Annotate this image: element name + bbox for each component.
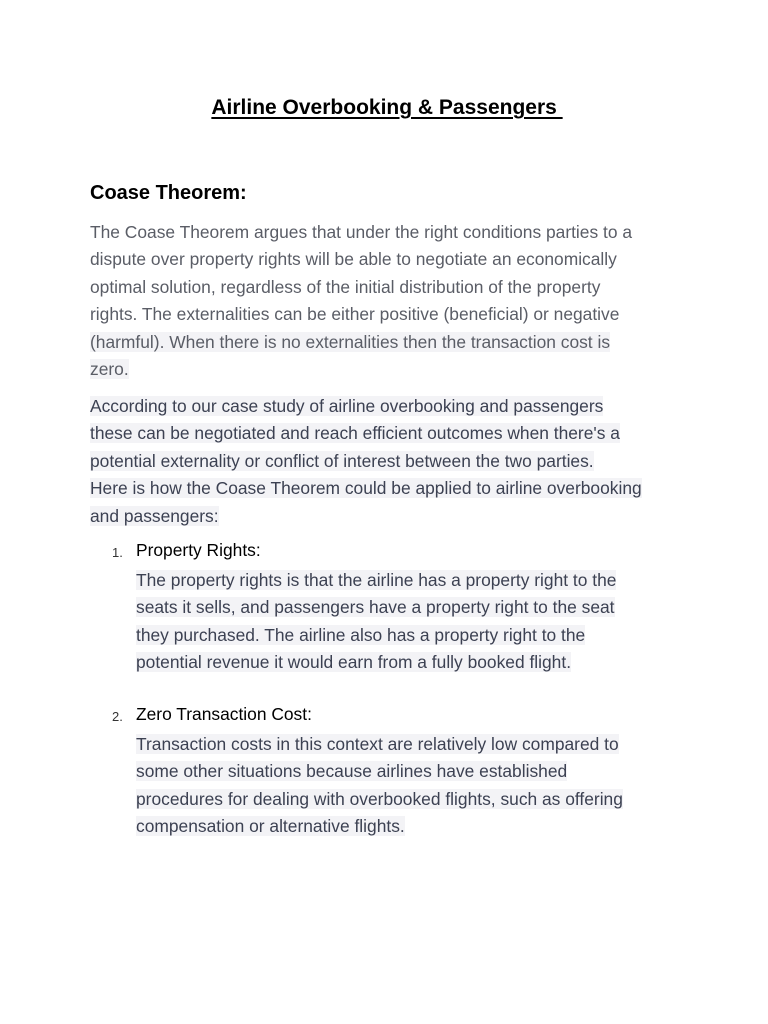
paragraph-line xyxy=(90,356,680,383)
paragraph-line xyxy=(136,567,616,594)
paragraph-line xyxy=(90,393,680,420)
paragraph-coase-definition xyxy=(90,219,680,383)
highlighted-text: The property rights is that the airline has a property right to the xyxy=(136,570,617,590)
paragraph-line xyxy=(136,813,623,840)
paragraph-line xyxy=(136,758,623,785)
list-item-body xyxy=(136,567,616,677)
paragraph-line: The Coase Theorem argues that under the right conditions parties to a xyxy=(90,222,633,242)
highlighted-text: some other situations because airlines have established xyxy=(136,761,568,782)
paragraph-line xyxy=(90,448,680,475)
highlighted-text: zero. xyxy=(90,358,129,379)
paragraph-line: optimal solution, regardless of the initial distribution of the property xyxy=(90,276,601,297)
highlighted-text: Here is how the Coase Theorem could be applied to airline overbooking xyxy=(90,478,642,499)
highlighted-text: Transaction costs in this context are relatively low compared to xyxy=(136,734,619,754)
paragraph-line xyxy=(136,622,616,649)
highlighted-text: they purchased. The airline also has a property right to the xyxy=(136,624,586,645)
paragraph-line: dispute over property rights will be able to negotiate an economically xyxy=(90,249,617,270)
highlighted-text: (harmful). When there is no externalities then the transaction cost is xyxy=(90,331,611,352)
paragraph-line xyxy=(90,475,680,502)
highlighted-text: potential revenue it would earn from a fully booked flight. xyxy=(136,652,572,673)
paragraph-line xyxy=(90,301,680,328)
highlighted-text: compensation or alternative flights. xyxy=(136,816,405,837)
paragraph-line xyxy=(136,594,616,621)
highlighted-text: and passengers: xyxy=(90,505,219,526)
list-item-body xyxy=(136,731,623,841)
paragraph-line xyxy=(90,503,680,530)
paragraph-line xyxy=(136,786,623,813)
list-item-title: Zero Transaction Cost: xyxy=(136,704,312,724)
paragraph-line xyxy=(136,731,623,758)
list-number: 1. xyxy=(112,545,123,560)
paragraph-line xyxy=(90,420,680,447)
highlighted-text: these can be negotiated and reach efficient outcomes when there's a xyxy=(90,423,620,444)
list-item-title: Property Rights: xyxy=(136,540,261,560)
highlighted-text: According to our case study of airline overbooking and passengers xyxy=(90,396,604,416)
paragraph-line-part: rights. The externalities can be either positive (beneficial) or negative xyxy=(90,304,620,325)
paragraph-line xyxy=(136,649,616,676)
highlighted-text: potential externality or conflict of interest between the two parties. xyxy=(90,450,594,471)
paragraph-line xyxy=(90,329,680,356)
section-heading: Coase Theorem: xyxy=(90,182,247,204)
highlighted-text: procedures for dealing with overbooked flights, such as offering xyxy=(136,788,623,809)
highlighted-text: seats it sells, and passengers have a property right to the seat xyxy=(136,597,615,618)
list-number: 2. xyxy=(112,709,123,724)
paragraph-case-study xyxy=(90,393,680,530)
document-title: Airline Overbooking & Passengers xyxy=(211,96,563,119)
